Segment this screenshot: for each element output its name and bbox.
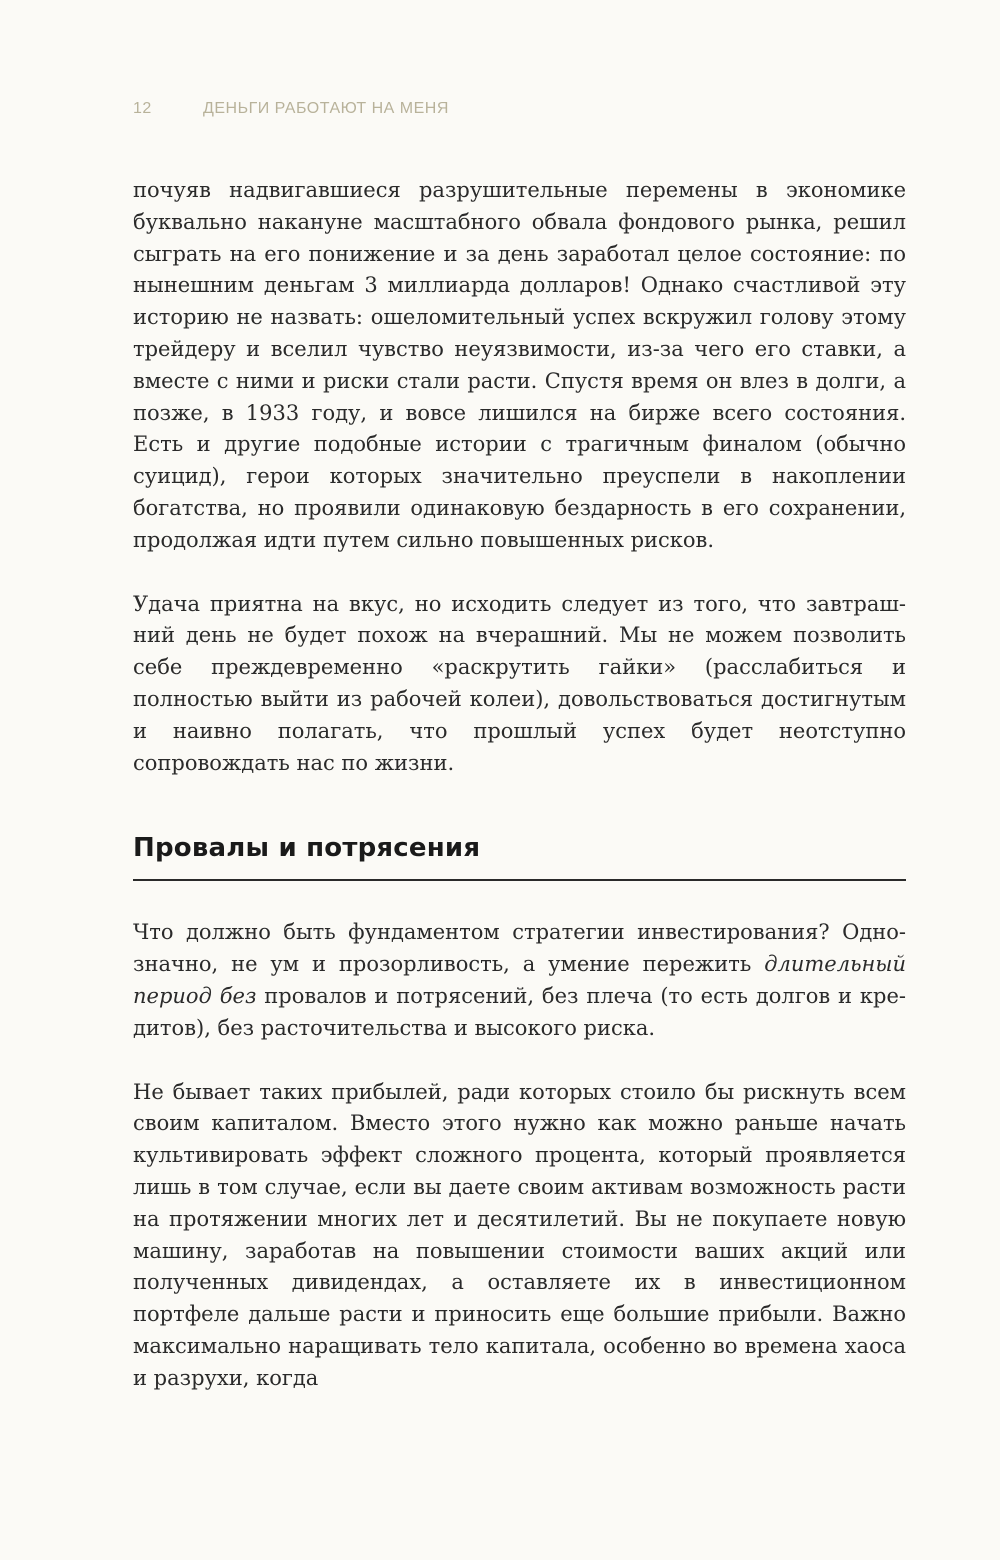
paragraph: почуяв надвигавшиеся разрушительные перемены в экономике буквально накануне масштабного обвала фондового рынка, решил сыграть на его понижение и за день заработал целое состояние: по нынешним деньгам 3 миллиарда долларов! Однако счастливой эту историю не назвать: ошеломительный успех вскружил голову этому трейдеру и вселил чувство неуязвимости, из-за чего его ставки, а вместе с ними и риски стали расти. Спустя время он влез в долги, а позже, в 1933 году, и вовсе лишился на бирже всего состояния. Есть и другие подобные истории с трагичным финалом (обычно суицид), герои которых значительно преуспели в накоплении богатства, но проявили одинаковую бездарность в его сохранении, продолжая идти путем сильно повышенных рисков. <box>133 178 906 552</box>
paragraph: Не бывает таких прибылей, ради которых стоило бы рискнуть всем своим капиталом. Вместо этого нужно как можно раньше начать культивировать эффект сложного процента, который проявляется лишь в том случае, если вы даете своим активам возможность расти на протяжении многих лет и десятилетий. Вы не покупаете новую машину, заработав на повышении стоимости ваших акций или полученных дивидендах, а оставляете их в инвестиционном портфеле дальше расти и приносить еще большие прибыли. Важно максимально наращивать тело капитала, особенно во времена хаоса и разрухи, когда <box>133 1079 906 1390</box>
italic-emphasis: длительный период без <box>133 952 906 1008</box>
running-header <box>133 100 449 118</box>
page-number: 12 <box>133 100 152 117</box>
page-content <box>133 175 906 1395</box>
paragraph-text: провалов и потрясений, без плеча (то есть долгов и кредитов), без расточительства и высокого риска. <box>133 983 906 1040</box>
paragraph-text: Что должно быть фундаментом стратегии инвестирования? Однозначно, не ум и прозорливость, а умение пережить <box>133 920 906 977</box>
paragraph: Удача приятна на вкус, но исходить следует из того, что завтрашний день не будет похож на вчерашний. Мы не можем позволить себе преждевременно «раскрутить гайки» (расслабиться и полностью выйти из рабочей колеи), довольствоваться достигнутым и наивно полагать, что прошлый успех будет неотступно сопровождать нас по жизни. <box>133 591 906 775</box>
paragraph <box>133 917 906 1044</box>
section-heading: Провалы и потрясения <box>133 833 481 864</box>
heading-rule <box>133 879 906 881</box>
book-title: ДЕНЬГИ РАБОТАЮТ НА МЕНЯ <box>203 100 449 117</box>
